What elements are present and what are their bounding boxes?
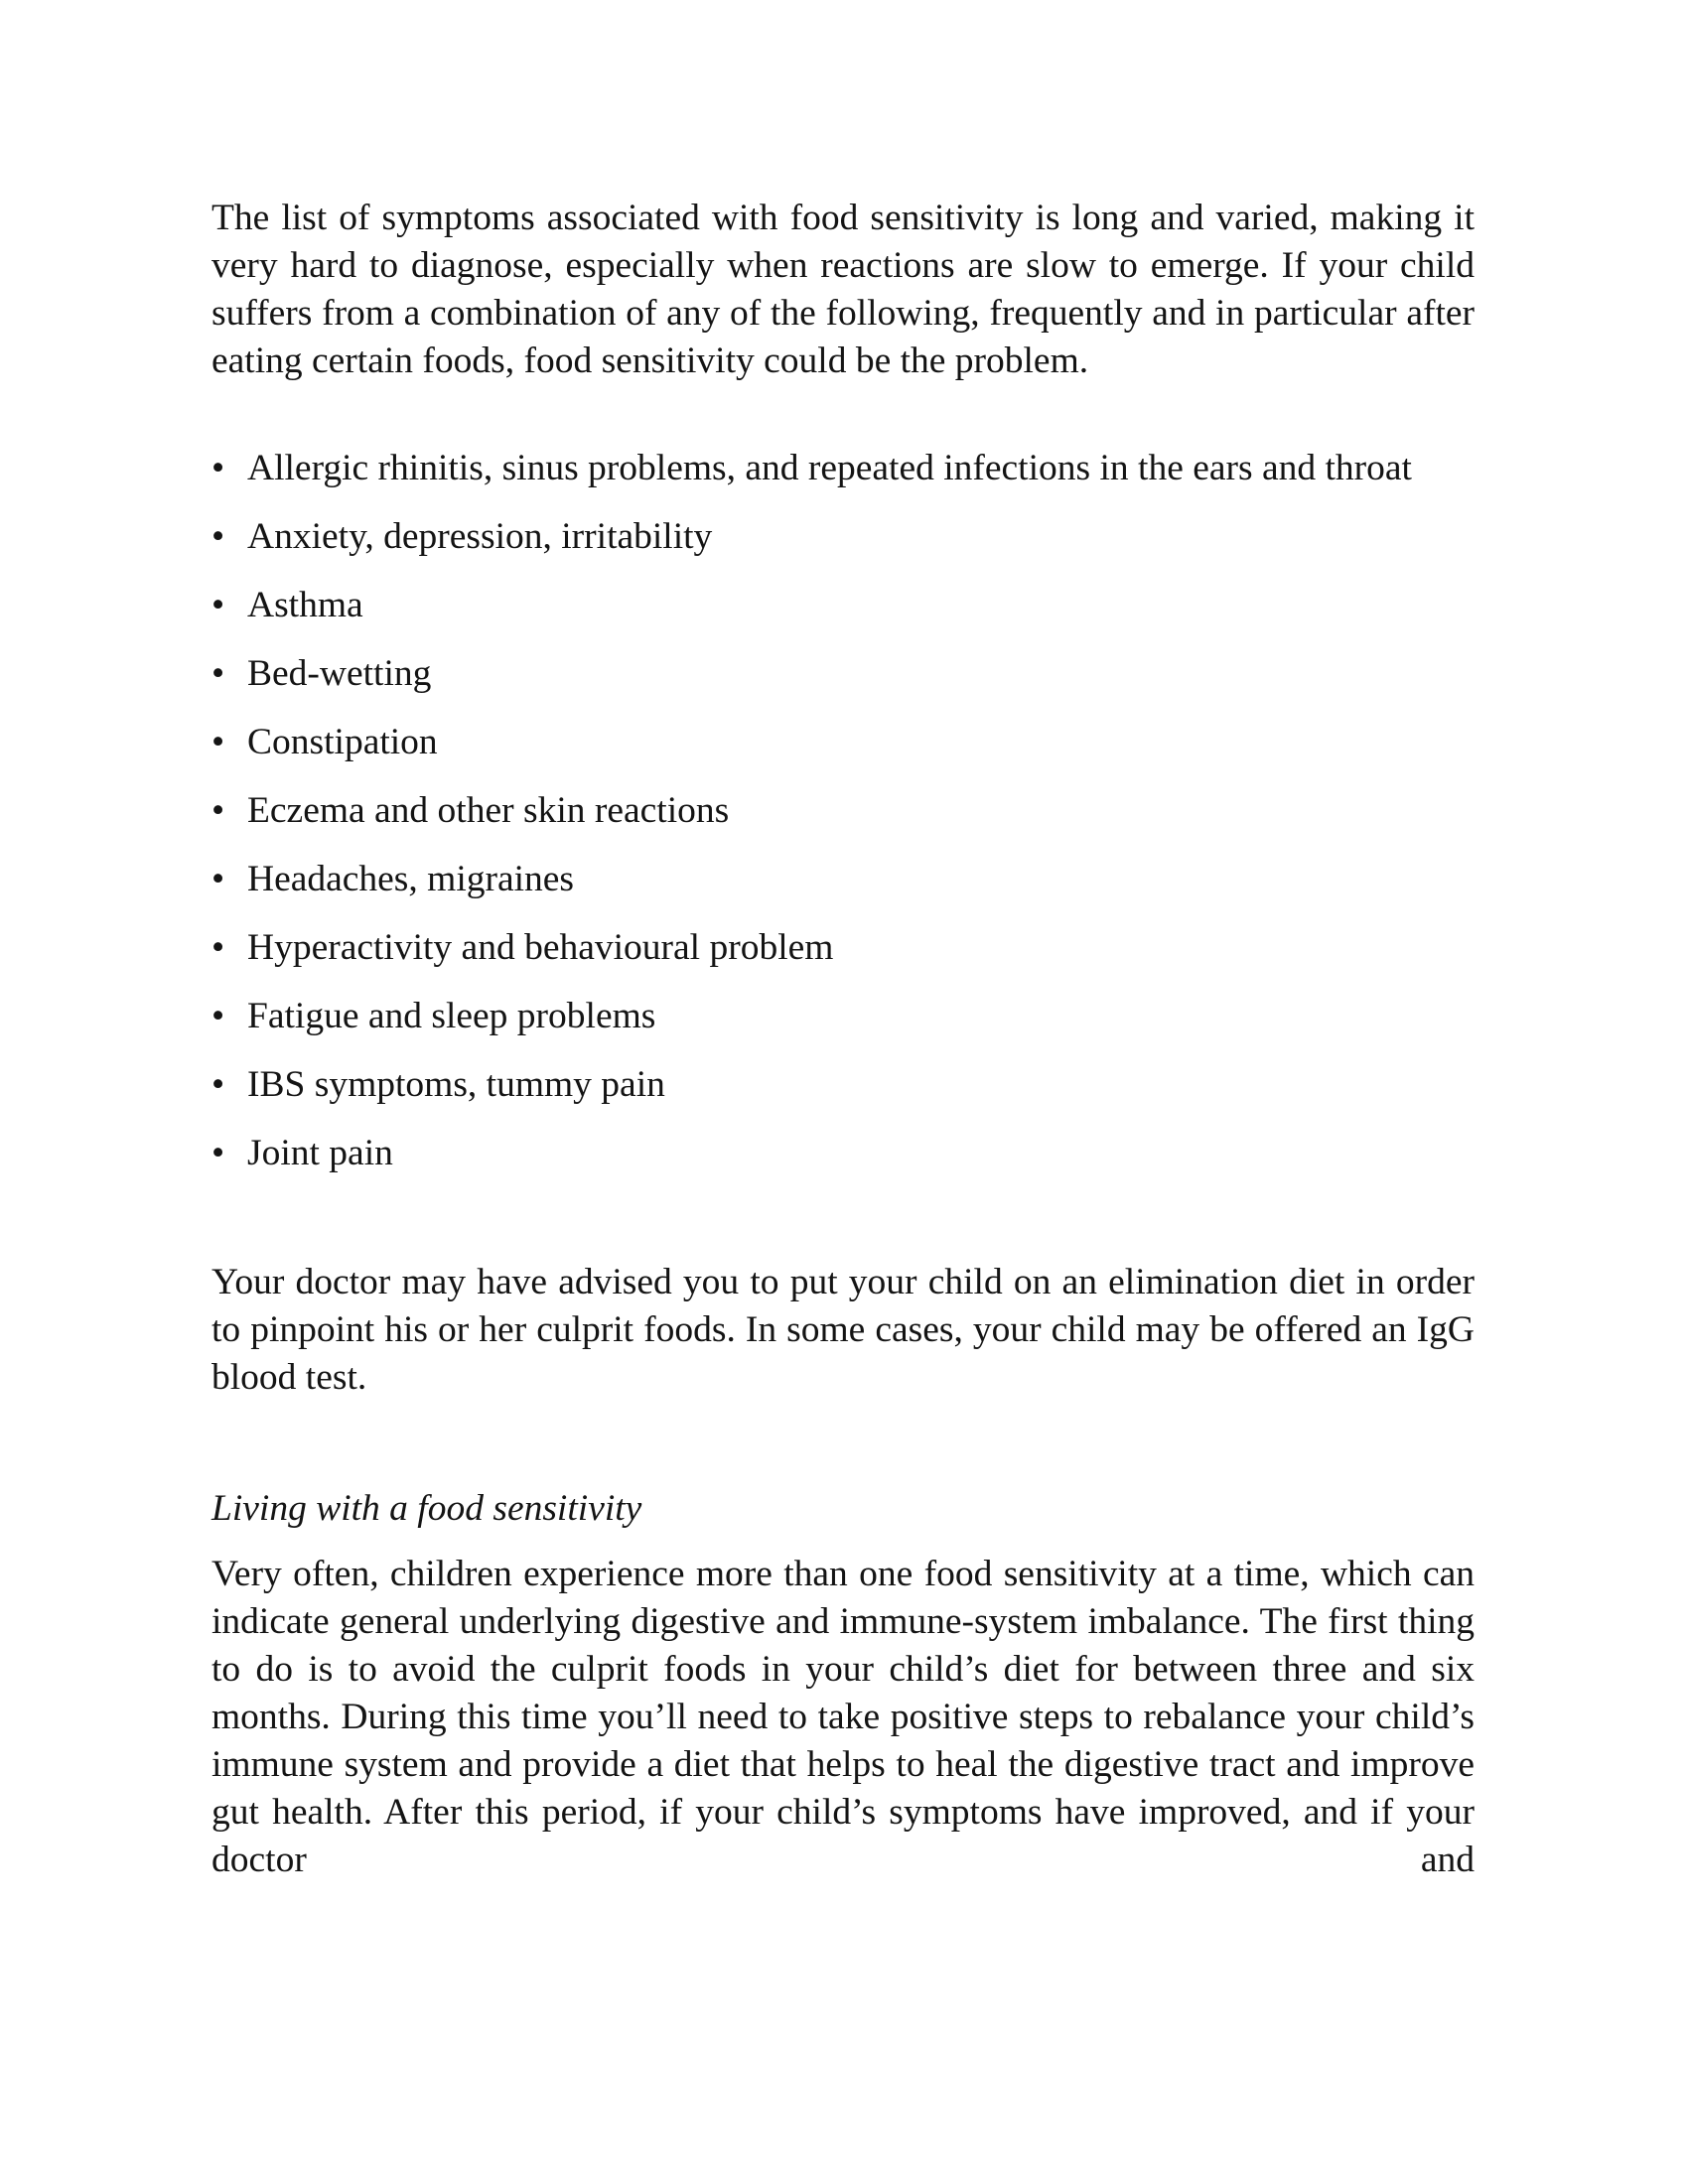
symptom-text: Anxiety, depression, irritability bbox=[247, 516, 713, 557]
symptom-text: Joint pain bbox=[247, 1133, 393, 1173]
list-item bbox=[211, 582, 1475, 629]
symptom-text: Allergic rhinitis, sinus problems, and repeated infections in the ears and throat bbox=[247, 448, 1412, 488]
bullet-icon: • bbox=[211, 653, 225, 694]
list-item bbox=[211, 924, 1475, 972]
list-item bbox=[211, 445, 1475, 492]
bullet-icon: • bbox=[211, 585, 225, 625]
symptom-text: Fatigue and sleep problems bbox=[247, 996, 656, 1036]
symptom-text: Bed-wetting bbox=[247, 653, 432, 694]
living-paragraph: Very often, children experience more than one food sensitivity at a time, which can indicate general underlying digestive and immune-system imbalance. The first thing to do is to avoid the culprit foods in your child’s diet for between three and six months. During this time you’ll need to take positive steps to rebalance your child’s immune system and provide a diet that helps to heal the digestive tract and improve gut health. After this period, if your child’s symptoms have improved, and if your doctor and bbox=[211, 1554, 1475, 1880]
doctor-paragraph: Your doctor may have advised you to put your child on an elimination diet in order to pinpoint his or her culprit foods. In some cases, your child may be offered an IgG blood test. bbox=[211, 1262, 1475, 1398]
symptom-text: Asthma bbox=[247, 585, 363, 625]
list-item bbox=[211, 1061, 1475, 1109]
bullet-icon: • bbox=[211, 1133, 225, 1173]
list-item bbox=[211, 993, 1475, 1040]
bullet-icon: • bbox=[211, 996, 225, 1036]
bullet-icon: • bbox=[211, 448, 225, 488]
bullet-icon: • bbox=[211, 790, 225, 831]
bullet-icon: • bbox=[211, 859, 225, 899]
bullet-icon: • bbox=[211, 927, 225, 968]
list-item bbox=[211, 513, 1475, 561]
bullet-icon: • bbox=[211, 722, 225, 762]
symptom-text: IBS symptoms, tummy pain bbox=[247, 1064, 665, 1105]
list-item bbox=[211, 787, 1475, 835]
section-heading: Living with a food sensitivity bbox=[211, 1488, 642, 1529]
list-item bbox=[211, 1130, 1475, 1177]
page-content bbox=[211, 195, 1475, 1884]
symptom-text: Hyperactivity and behavioural problem bbox=[247, 927, 834, 968]
bullet-icon: • bbox=[211, 516, 225, 557]
symptom-text: Eczema and other skin reactions bbox=[247, 790, 730, 831]
intro-paragraph: The list of symptoms associated with food sensitivity is long and varied, making it very hard to diagnose, especially when reactions are slow to emerge. If your child suffers from a combination of any of the following, frequently and in particular after eating certain foods, food sensitivity could be the problem. bbox=[211, 198, 1475, 381]
symptom-list bbox=[211, 445, 1475, 1177]
list-item bbox=[211, 719, 1475, 766]
list-item bbox=[211, 650, 1475, 698]
bullet-icon: • bbox=[211, 1064, 225, 1105]
list-item bbox=[211, 856, 1475, 903]
symptom-text: Headaches, migraines bbox=[247, 859, 575, 899]
symptom-text: Constipation bbox=[247, 722, 438, 762]
